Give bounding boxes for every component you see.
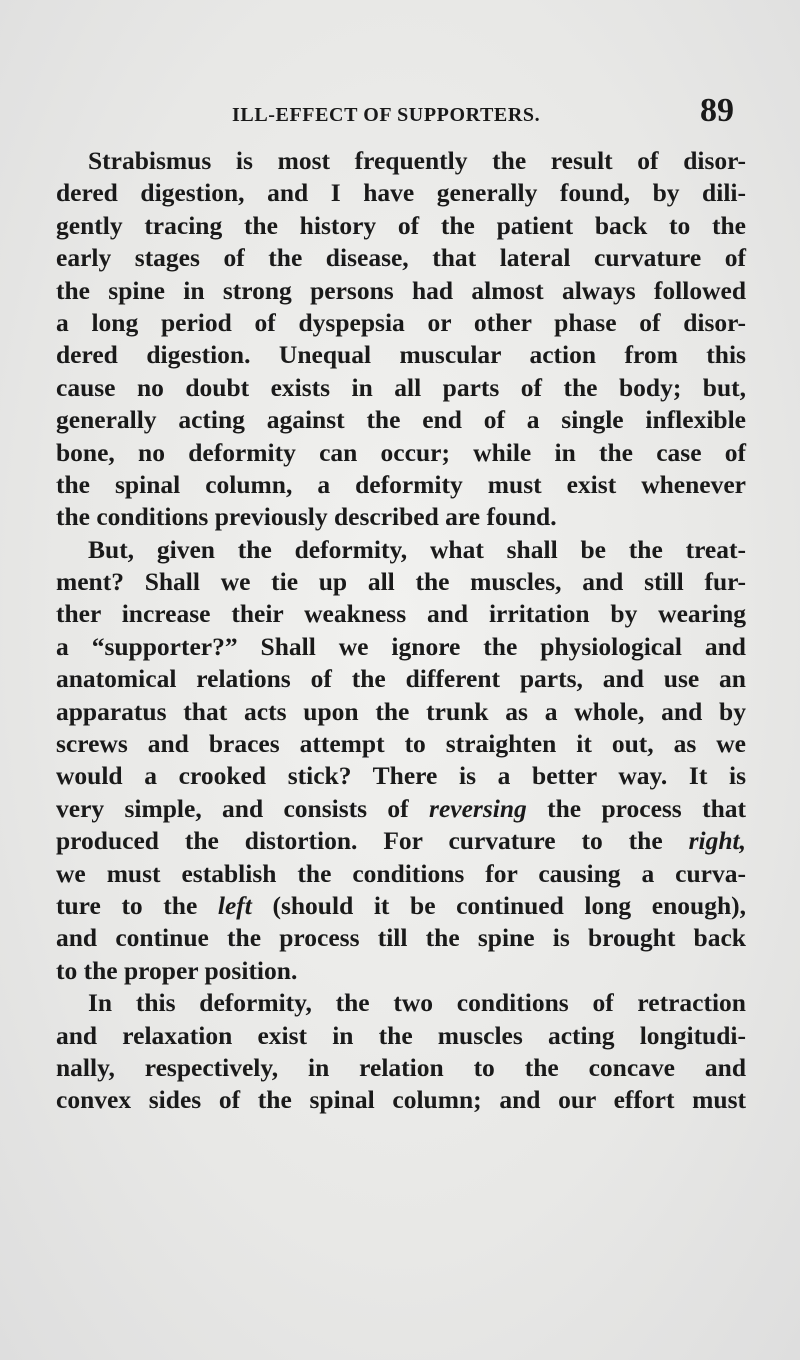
body-text	[56, 145, 746, 1117]
text-line: ment? Shall we tie up all the muscles, and still fur-	[56, 567, 746, 597]
text-line: convex sides of the spinal column; and our effort must	[56, 1085, 746, 1115]
text-line: a “supporter?” Shall we ignore the physiological and	[56, 631, 746, 661]
text-line: screws and braces attempt to straighten it out, as we	[56, 729, 746, 759]
text-line: we must establish the conditions for causing a curva-	[56, 858, 746, 888]
text-line: gently tracing the history of the patient back to the	[56, 210, 746, 240]
text-line: the spine in strong persons had almost always followed	[56, 275, 746, 305]
text-line: and continue the process till the spine is brought back	[56, 923, 746, 953]
italic-emphasis: reversing	[429, 793, 527, 823]
text-line: bone, no deformity can occur; while in the case of	[56, 437, 746, 467]
text-line: cause no doubt exists in all parts of the body; but,	[56, 372, 746, 402]
text-line: apparatus that acts upon the trunk as a whole, and by	[56, 696, 746, 726]
text-line: a long period of dyspepsia or other phase of disor-	[56, 307, 746, 337]
text-segment: produced the distortion. For curvature to the	[56, 826, 689, 856]
text-segment: (should it be continued long enough),	[251, 890, 746, 920]
text-line: dered digestion, and I have generally found, by dili-	[56, 178, 746, 208]
text-segment: the process that	[526, 793, 746, 823]
italic-emphasis: left	[217, 890, 252, 920]
text-line: dered digestion. Unequal muscular action from this	[56, 340, 746, 370]
paragraph	[56, 987, 746, 1117]
text-line	[56, 825, 746, 857]
text-line: ther increase their weakness and irritation by wearing	[56, 599, 746, 629]
text-line	[56, 793, 746, 825]
text-line: the conditions previously described are found.	[56, 502, 557, 532]
text-line: nally, respectively, in relation to the concave and	[56, 1052, 746, 1082]
text-line: early stages of the disease, that lateral curvature of	[56, 243, 746, 273]
text-segment: ture to the	[56, 890, 218, 920]
text-line: to the proper position.	[56, 955, 298, 985]
text-line: But, given the deformity, what shall be the treat-	[88, 534, 746, 564]
page-number: 89	[700, 92, 734, 129]
paragraph	[56, 145, 746, 534]
text-line: generally acting against the end of a single inflexible	[56, 405, 746, 435]
text-line: and relaxation exist in the muscles acting longitudi-	[56, 1020, 746, 1050]
text-line: the spinal column, a deformity must exist whenever	[56, 469, 746, 499]
text-line: anatomical relations of the different parts, and use an	[56, 664, 746, 694]
paragraph	[56, 534, 746, 987]
text-line: Strabismus is most frequently the result of disor-	[88, 146, 746, 175]
running-head	[0, 92, 800, 132]
text-line	[56, 890, 746, 922]
text-segment: very simple, and consists of	[56, 793, 430, 823]
text-line: would a crooked stick? There is a better way. It is	[56, 761, 746, 791]
running-title: ILL-EFFECT OF SUPPORTERS.	[232, 104, 541, 126]
italic-emphasis: right,	[688, 826, 746, 856]
text-line: In this deformity, the two conditions of retraction	[88, 988, 746, 1018]
